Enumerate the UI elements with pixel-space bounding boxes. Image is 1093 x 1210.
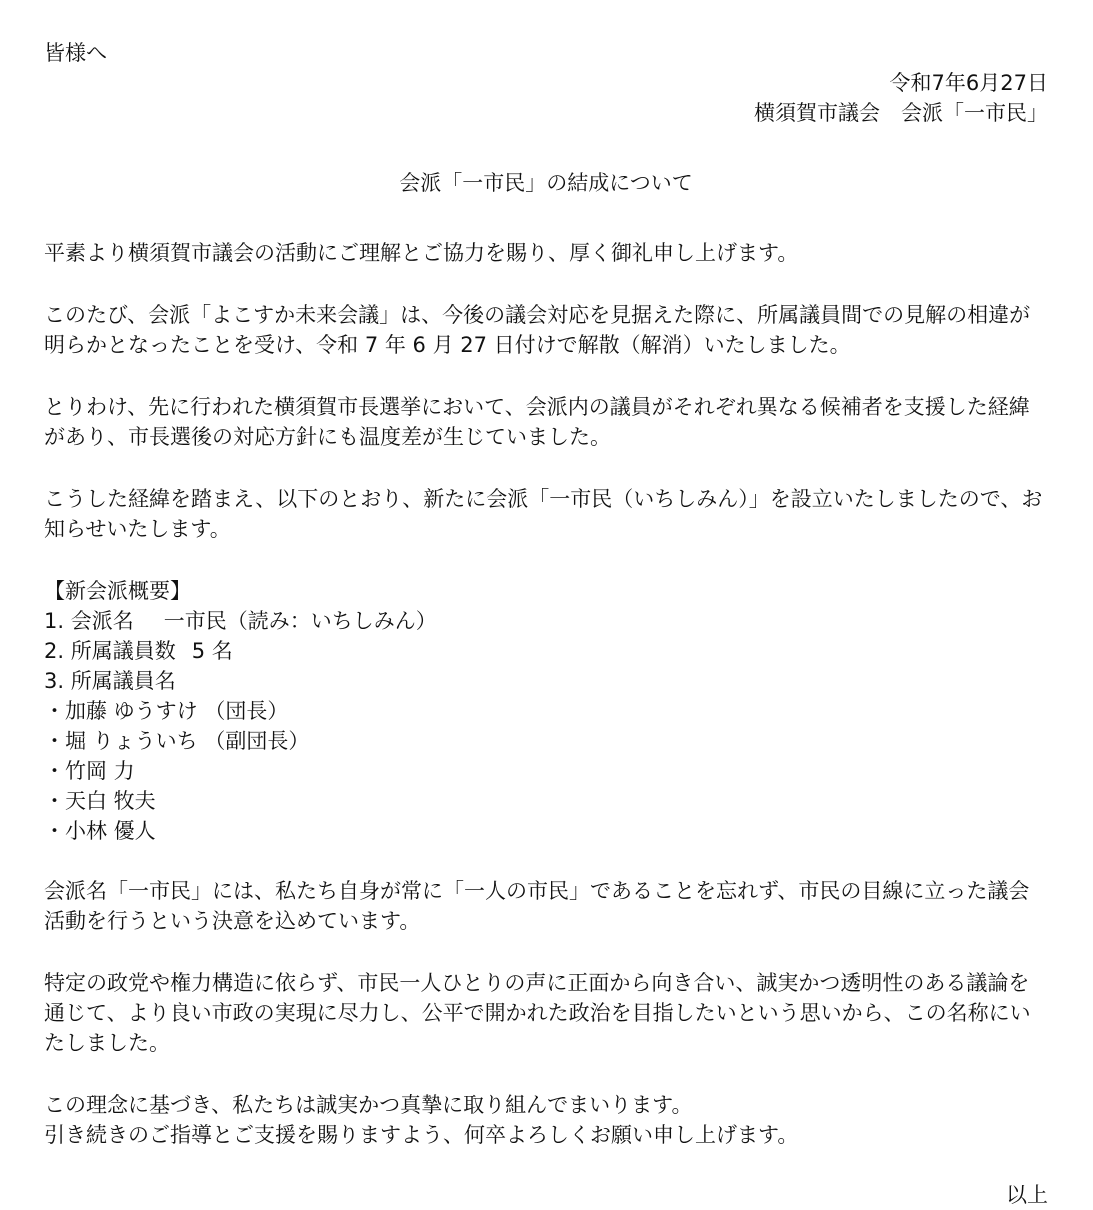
overview-item-count [44,636,1048,666]
dissolution-paragraph: このたび、会派「よこすか未来会議」は、今後の議会対応を見据えた際に、所属議員間での見解の相違が明らかとなったことを受け、令和 7 年 6 月 27 日付けで解散（解消）いたしました。 [44,303,1031,357]
commitment-line: この理念に基づき、私たちは誠実かつ真摯に取り組んでまいります。 [44,1093,693,1117]
addressee: 皆様へ [44,41,107,65]
principles-paragraph: 特定の政党や権力構造に依らず、市民一人ひとりの声に正面から向き合い、誠実かつ透明性のある議論を通じて、より良い市政の実現に尽力し、公平で開かれた政治を目指したいという思いから、この名称にいたしました。 [44,971,1031,1055]
overview-item-name [44,606,1048,636]
member-list-item: ・竹岡 力 [44,759,135,783]
overview-item-label: 3. 所属議員名 [44,669,176,693]
announcement-paragraph: こうした経緯を踏まえ、以下のとおり、新たに会派「一市民（いちしみん）」を設立いたしましたので、お知らせいたします。 [44,487,1043,541]
spacer [44,1150,1048,1180]
spacer [44,1058,1048,1090]
document-date: 令和7年6月27日 [889,71,1048,95]
document-title: 会派「一市民」の結成について [399,171,693,195]
request-line: 引き続きのご指導とご支援を賜りますよう、何卒よろしくお願い申し上げます。 [44,1123,799,1147]
greeting-paragraph: 平素より横須賀市議会の活動にご理解とご協力を賜り、厚く御礼申し上げます。 [44,241,799,265]
spacer [44,544,1048,576]
spacer [44,452,1048,484]
overview-item-value: 5 名 [191,639,233,663]
spacer [44,360,1048,392]
overview-heading: 【新会派概要】 [44,579,191,603]
overview-item-label: 2. 所属議員数 [44,639,176,663]
overview-item-label: 1. 会派名 [44,609,134,633]
sender-name: 横須賀市議会 会派「一市民」 [754,101,1048,125]
member-list-item: ・小林 優人 [44,819,156,843]
end-mark: 以上 [1006,1183,1048,1207]
name-meaning-paragraph: 会派名「一市民」には、私たち自身が常に「一人の市民」であることを忘れず、市民の目線に立った議会活動を行うという決意を込めています。 [44,879,1030,933]
overview-item-value: 一市民（読み：いちしみん） [163,609,437,633]
overview-item-members [44,666,1048,696]
spacer [44,198,1048,238]
spacer [44,128,1048,168]
member-list-item: ・加藤 ゆうすけ （団長） [44,699,289,723]
member-list-item: ・堀 りょういち （副団長） [44,729,310,753]
spacer [44,268,1048,300]
member-list-item: ・天白 牧夫 [44,789,156,813]
spacer [44,846,1048,876]
spacer [44,936,1048,968]
background-paragraph: とりわけ、先に行われた横須賀市長選挙において、会派内の議員がそれぞれ異なる候補者を支援した経緯があり、市長選後の対応方針にも温度差が生じていました。 [44,395,1030,449]
